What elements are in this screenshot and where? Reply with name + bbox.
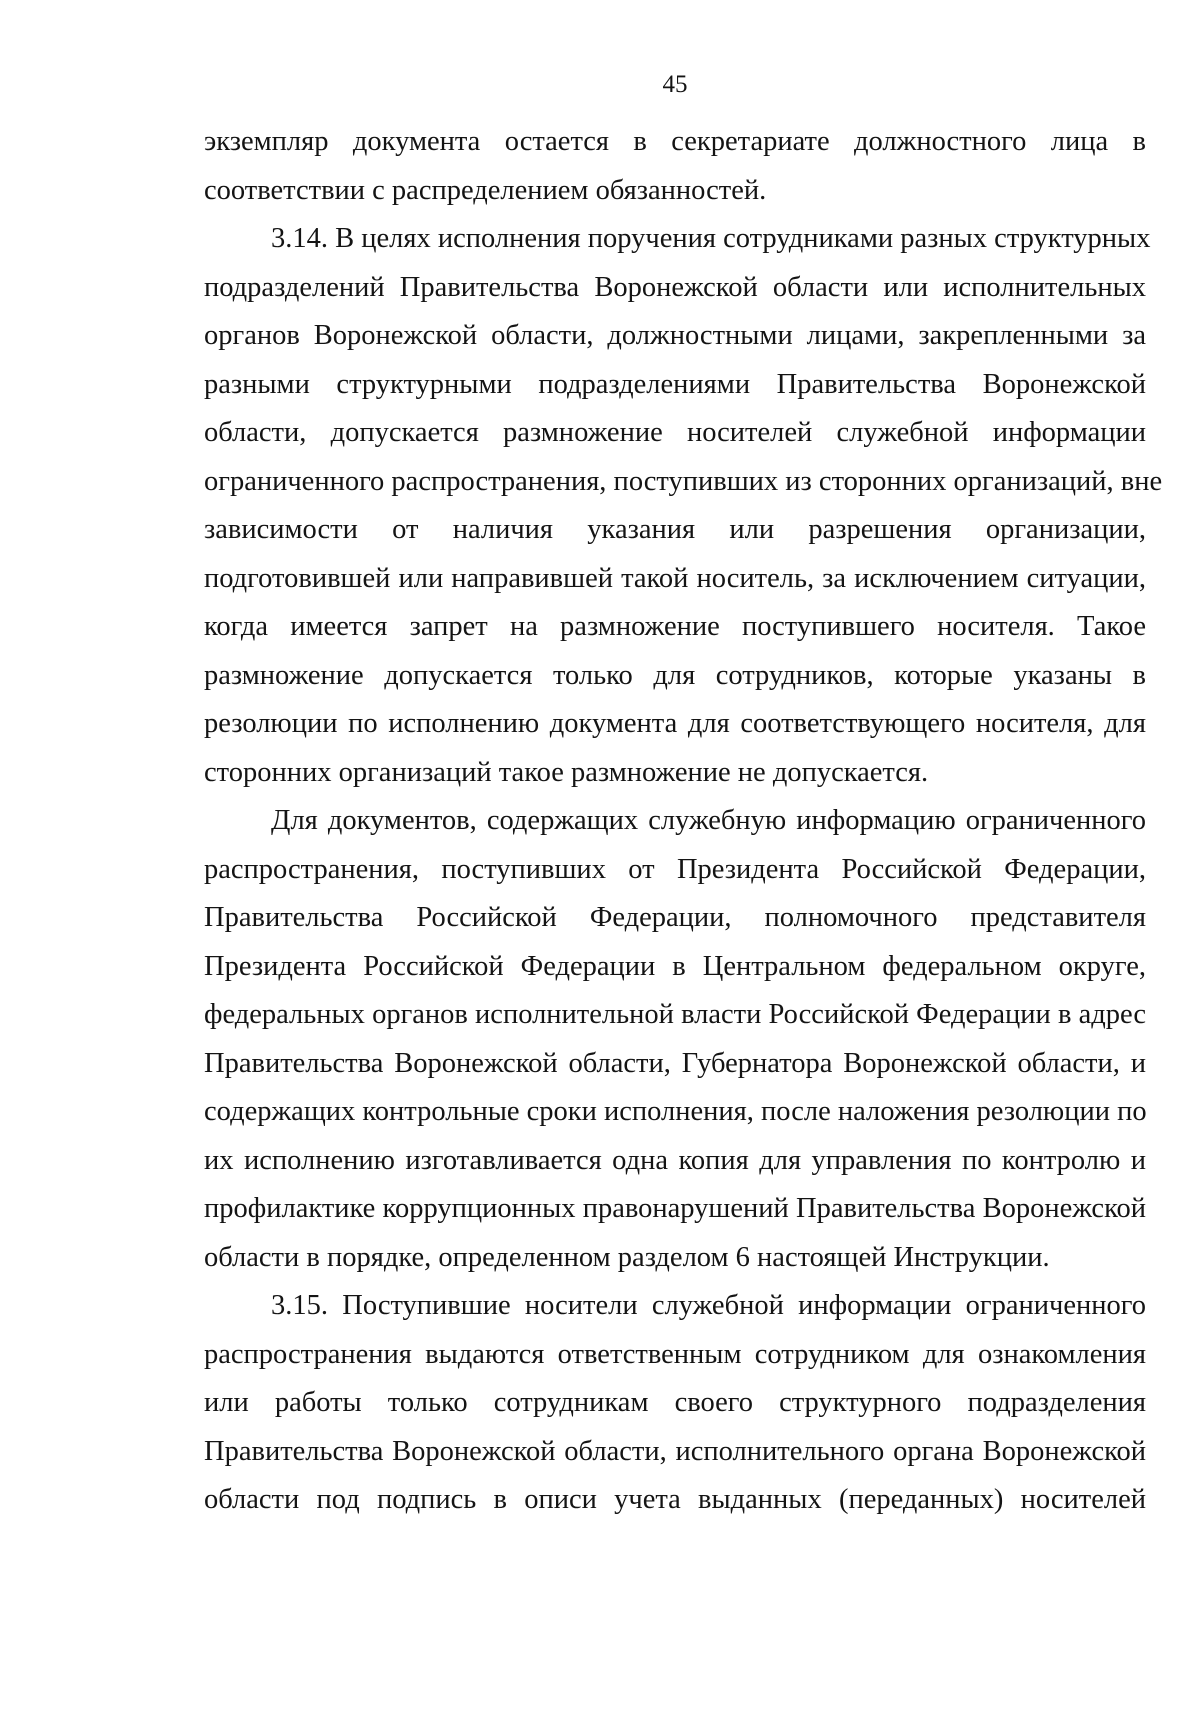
page-number: 45 bbox=[662, 71, 688, 98]
text-line: ограниченного распространения, поступивших из сторонних организаций, вне bbox=[204, 465, 1163, 497]
paragraph-continuation bbox=[204, 118, 1146, 215]
text-line: Президента Российской Федерации в Центральном федеральном округе, bbox=[204, 950, 1146, 982]
text-line: экземпляр документа остается в секретариате должностного лица в bbox=[204, 126, 1146, 157]
text-line: распространения, поступивших от Президента Российской Федерации, bbox=[204, 853, 1146, 885]
text-line: их исполнению изготавливается одна копия для управления по контролю и bbox=[204, 1144, 1146, 1176]
text-line: резолюции по исполнению документа для соответствующего носителя, для bbox=[204, 708, 1146, 739]
text-line: разными структурными подразделениями Правительства Воронежской bbox=[204, 368, 1146, 400]
text-line: профилактике коррупционных правонарушений Правительства Воронежской bbox=[204, 1193, 1146, 1224]
text-line: области в порядке, определенном разделом 6 настоящей Инструкции. bbox=[204, 1241, 1050, 1273]
text-line: размножение допускается только для сотрудников, которые указаны в bbox=[204, 659, 1146, 691]
paragraph-documents bbox=[204, 797, 1146, 1282]
text-line: когда имеется запрет на размножение поступившего носителя. Такое bbox=[204, 611, 1146, 642]
text-line: федеральных органов исполнительной власти Российской Федерации в адрес bbox=[204, 999, 1146, 1030]
text-line: содержащих контрольные сроки исполнения, после наложения резолюции по bbox=[204, 1096, 1147, 1127]
document-body bbox=[204, 118, 1163, 1525]
text-line: Правительства Воронежской области, исполнительного органа Воронежской bbox=[204, 1435, 1146, 1467]
text-line: органов Воронежской области, должностными лицами, закрепленными за bbox=[204, 320, 1146, 351]
text-line: 3.14. В целях исполнения поручения сотрудниками разных структурных bbox=[271, 223, 1151, 254]
paragraph-3-15 bbox=[204, 1282, 1146, 1525]
text-line: Для документов, содержащих служебную информацию ограниченного bbox=[271, 805, 1146, 836]
text-line: распространения выдаются ответственным сотрудником для ознакомления bbox=[204, 1338, 1146, 1370]
text-line: 3.15. Поступившие носители служебной информации ограниченного bbox=[271, 1290, 1146, 1321]
text-line: зависимости от наличия указания или разрешения организации, bbox=[204, 514, 1146, 545]
paragraph-3-14 bbox=[204, 215, 1163, 797]
text-line: соответствии с распределением обязанностей. bbox=[204, 174, 767, 206]
text-line: подразделений Правительства Воронежской области или исполнительных bbox=[204, 271, 1146, 303]
text-line: или работы только сотрудникам своего структурного подразделения bbox=[204, 1387, 1146, 1418]
text-line: сторонних организаций такое размножение не допускается. bbox=[204, 756, 929, 788]
text-line: Правительства Российской Федерации, полномочного представителя bbox=[204, 902, 1146, 933]
text-line: области, допускается размножение носителей служебной информации bbox=[204, 417, 1146, 448]
text-line: области под подпись в описи учета выданных (переданных) носителей bbox=[204, 1484, 1146, 1515]
text-line: Правительства Воронежской области, Губернатора Воронежской области, и bbox=[204, 1047, 1146, 1079]
text-line: подготовившей или направившей такой носитель, за исключением ситуации, bbox=[204, 562, 1146, 594]
